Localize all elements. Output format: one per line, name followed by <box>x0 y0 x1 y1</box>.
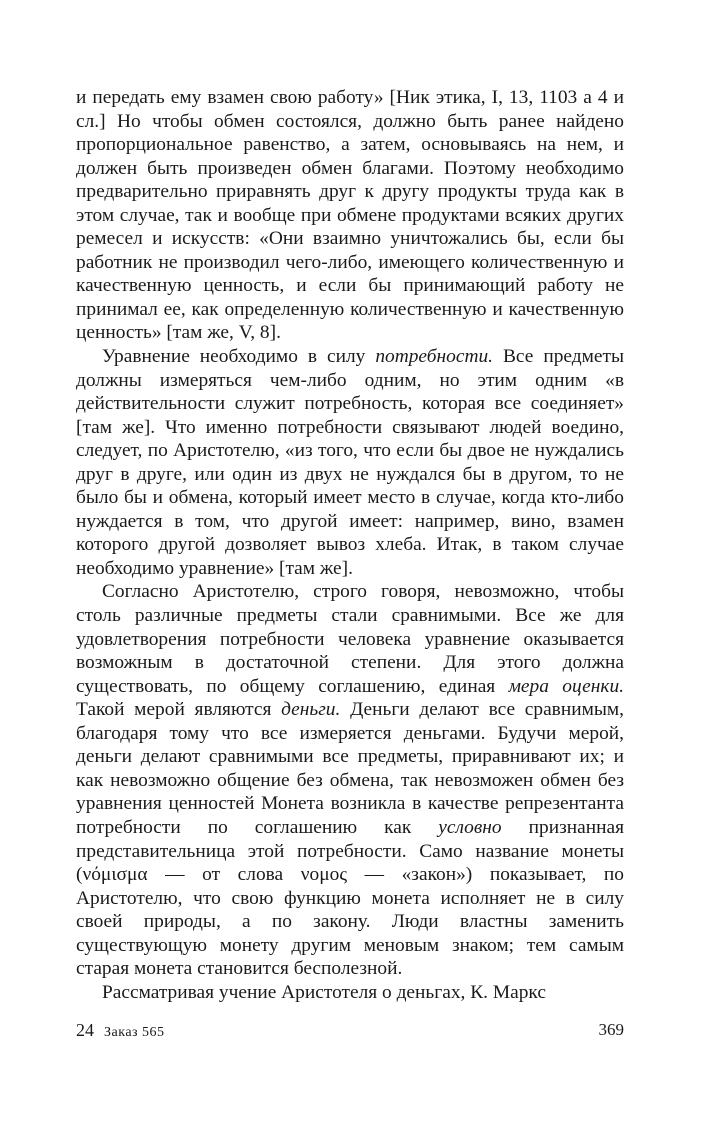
signature-number: 24 <box>76 1020 94 1040</box>
text-run: Такой мерой являются <box>76 699 282 721</box>
paragraph-3 <box>76 580 624 980</box>
emphasis-text: условно <box>438 816 502 838</box>
text-run: Согласно Аристотелю, строго говоря, невозможно, чтобы столь различные предметы стали сравнимыми. Все же для удовлетворения потребности человека уравнение оказывается возможным в достаточной степени. Для этого должна существовать, по общему соглашению, единая <box>76 581 624 697</box>
text-run: Рассматривая учение Аристотеля о деньгах, К. Маркс <box>102 981 546 1003</box>
printer-signature <box>76 1018 165 1045</box>
paragraph-2 <box>76 345 624 580</box>
emphasis-text: мера оценки. <box>508 675 624 697</box>
text-run: Деньги делают все сравнимым, благодаря тому что все измеряется деньгами. Будучи мерой, деньги делают сравнимыми все предметы, приравнивают их; и как невозможно общение без обмена, так невозможен обмен без уравнения ценностей Монета возникла в качестве репрезентанта потребности по соглашению как <box>76 699 625 838</box>
text-run: Уравнение необходимо в силу <box>102 346 376 368</box>
paragraph-4 <box>76 981 624 1005</box>
emphasis-text: деньги. <box>281 699 341 721</box>
text-run: признанная представительница этой потребности. Само название монеты (νόμισμα — от слова νομος — «закон») показывает, по Аристотелю, что свою функцию монета исполняет не в силу своей природы, а по закону. Люди властны заменить существующую монету другим меновым знаком; тем самым старая монета становится бесполезной. <box>76 816 624 980</box>
text-run: и передать ему взамен свою работу» [Ник этика, I, 13, 1103 а 4 и сл.] Но чтобы обмен состоялся, должно быть ранее найдено пропорциональное равенство, а затем, основываясь на нем, и должен быть произведен обмен благами. Поэтому необходимо предварительно приравнять друг к другу продукты труда как в этом случае, так и вообще при обмене продуктами всяких других ремесел и искусств: «Они взаимно уничтожались бы, если бы работник не производил чего-либо, имеющего количественную и качественную ценность, и если бы принимающий работу не принимал ее, как определенную количественную и качественную ценность» [там же, V, 8]. <box>76 87 624 344</box>
paragraph-1 <box>76 86 624 345</box>
text-run: Все предметы должны измеряться чем-либо одним, но этим одним «в действительности служит потребность, которая все соединяет» [там же]. Что именно потребности связывают людей воедино, следует, по Аристотелю, «из того, что если бы двое не нуждались друг в друге, или один из двух не нуждался бы в другом, то не было бы и обмена, который имеет место в случае, когда кто-либо нуждается в том, что другой имеет: например, вино, взамен которого другой дозволяет вывоз хлеба. Итак, в таком случае необходимо уравнение» [там же]. <box>76 346 624 579</box>
page-number: 369 <box>598 1020 624 1039</box>
order-number: Заказ 565 <box>104 1025 165 1040</box>
page-footer <box>76 1018 624 1042</box>
page-body <box>76 86 624 1004</box>
emphasis-text: потребности. <box>375 346 493 368</box>
